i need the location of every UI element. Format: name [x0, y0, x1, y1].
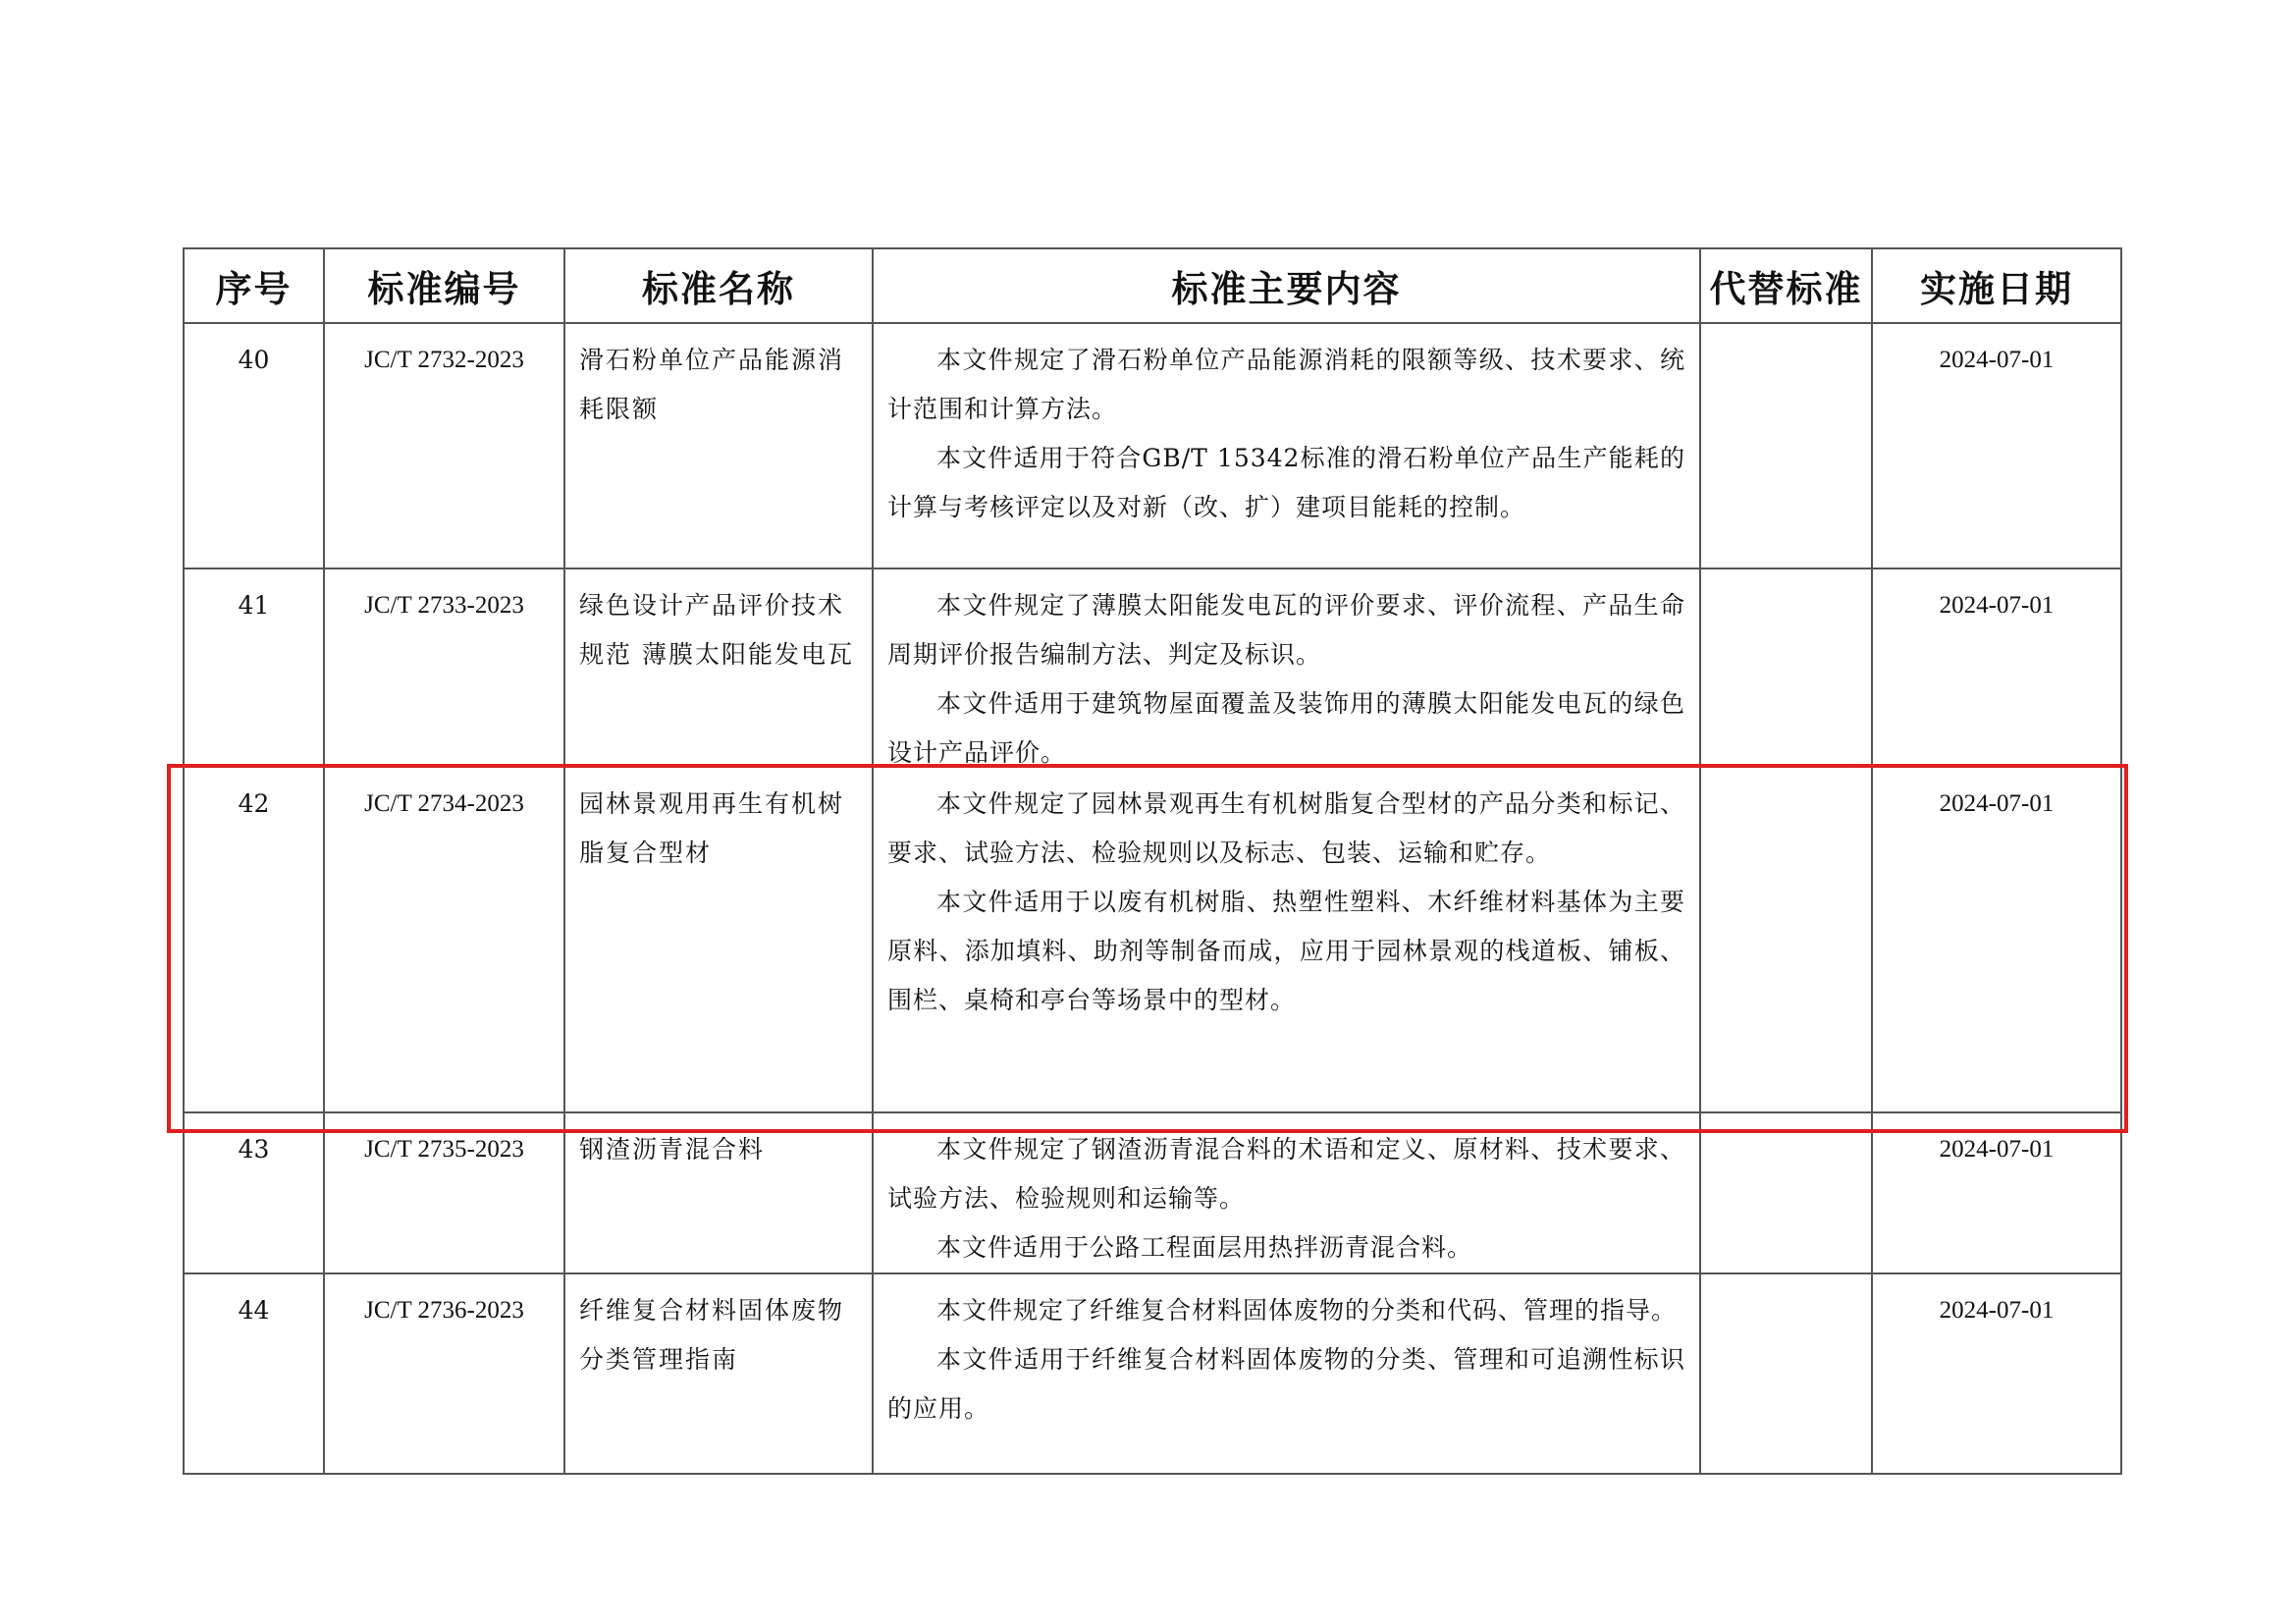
- row-code: JC/T 2736-2023: [324, 1273, 564, 1474]
- row-content: [873, 568, 1700, 767]
- row-content: [873, 1273, 1700, 1474]
- row-replace: [1700, 568, 1872, 767]
- content-applicability: 本文件适用于纤维复合材料固体废物的分类、管理和可追溯性标识的应用。: [887, 1345, 1685, 1423]
- content-scope: 本文件规定了薄膜太阳能发电瓦的评价要求、评价流程、产品生命周期评价报告编制方法、判定及标识。: [887, 591, 1685, 669]
- row-replace: [1700, 1112, 1872, 1273]
- row-replace: [1700, 323, 1872, 568]
- row-date: 2024-07-01: [1872, 323, 2121, 568]
- row-seq: 43: [184, 1112, 324, 1273]
- row-name: 纤维复合材料固体废物分类管理指南: [564, 1273, 873, 1474]
- row-replace: [1700, 767, 1872, 1112]
- content-scope: 本文件规定了纤维复合材料固体废物的分类和代码、管理的指导。: [936, 1296, 1678, 1325]
- row-code: JC/T 2734-2023: [324, 767, 564, 1112]
- row-seq: 41: [184, 568, 324, 767]
- row-seq: 42: [184, 767, 324, 1112]
- row-content: [873, 323, 1700, 568]
- header-replace: 代替标准: [1700, 248, 1872, 323]
- standards-table: [183, 247, 2122, 1475]
- header-date: 实施日期: [1872, 248, 2121, 323]
- row-date: 2024-07-01: [1872, 1112, 2121, 1273]
- row-code: JC/T 2732-2023: [324, 323, 564, 568]
- row-date: 2024-07-01: [1872, 767, 2121, 1112]
- row-date: 2024-07-01: [1872, 568, 2121, 767]
- content-applicability: 本文件适用于符合GB/T 15342标准的滑石粉单位产品生产能耗的计算与考核评定以及对新（改、扩）建项目能耗的控制。: [887, 444, 1685, 521]
- table-row: [184, 1273, 2121, 1474]
- header-content: 标准主要内容: [873, 248, 1700, 323]
- row-name: 滑石粉单位产品能源消耗限额: [564, 323, 873, 568]
- row-date: 2024-07-01: [1872, 1273, 2121, 1474]
- content-applicability: 本文件适用于建筑物屋面覆盖及装饰用的薄膜太阳能发电瓦的绿色设计产品评价。: [887, 689, 1685, 766]
- row-content: [873, 767, 1700, 1112]
- table-row: [184, 1112, 2121, 1273]
- row-content: [873, 1112, 1700, 1273]
- header-name: 标准名称: [564, 248, 873, 323]
- header-seq: 序号: [184, 248, 324, 323]
- row-seq: 40: [184, 323, 324, 568]
- row-code: JC/T 2735-2023: [324, 1112, 564, 1273]
- row-name: 园林景观用再生有机树脂复合型材: [564, 767, 873, 1112]
- header-code: 标准编号: [324, 248, 564, 323]
- row-name: 绿色设计产品评价技术规范 薄膜太阳能发电瓦: [564, 568, 873, 767]
- table-row: [184, 568, 2121, 767]
- row-name: 钢渣沥青混合料: [564, 1112, 873, 1273]
- table-header-row: [184, 248, 2121, 323]
- content-scope: 本文件规定了钢渣沥青混合料的术语和定义、原材料、技术要求、试验方法、检验规则和运输等。: [887, 1135, 1685, 1213]
- row-seq: 44: [184, 1273, 324, 1474]
- table-row: [184, 767, 2121, 1112]
- row-code: JC/T 2733-2023: [324, 568, 564, 767]
- content-applicability: 本文件适用于公路工程面层用热拌沥青混合料。: [936, 1233, 1473, 1262]
- content-scope: 本文件规定了滑石粉单位产品能源消耗的限额等级、技术要求、统计范围和计算方法。: [887, 346, 1685, 423]
- content-scope: 本文件规定了园林景观再生有机树脂复合型材的产品分类和标记、要求、试验方法、检验规则以及标志、包装、运输和贮存。: [887, 789, 1685, 867]
- content-applicability: 本文件适用于以废有机树脂、热塑性塑料、木纤维材料基体为主要原料、添加填料、助剂等制备而成，应用于园林景观的栈道板、铺板、围栏、桌椅和亭台等场景中的型材。: [887, 888, 1685, 1014]
- table-row: [184, 323, 2121, 568]
- row-replace: [1700, 1273, 1872, 1474]
